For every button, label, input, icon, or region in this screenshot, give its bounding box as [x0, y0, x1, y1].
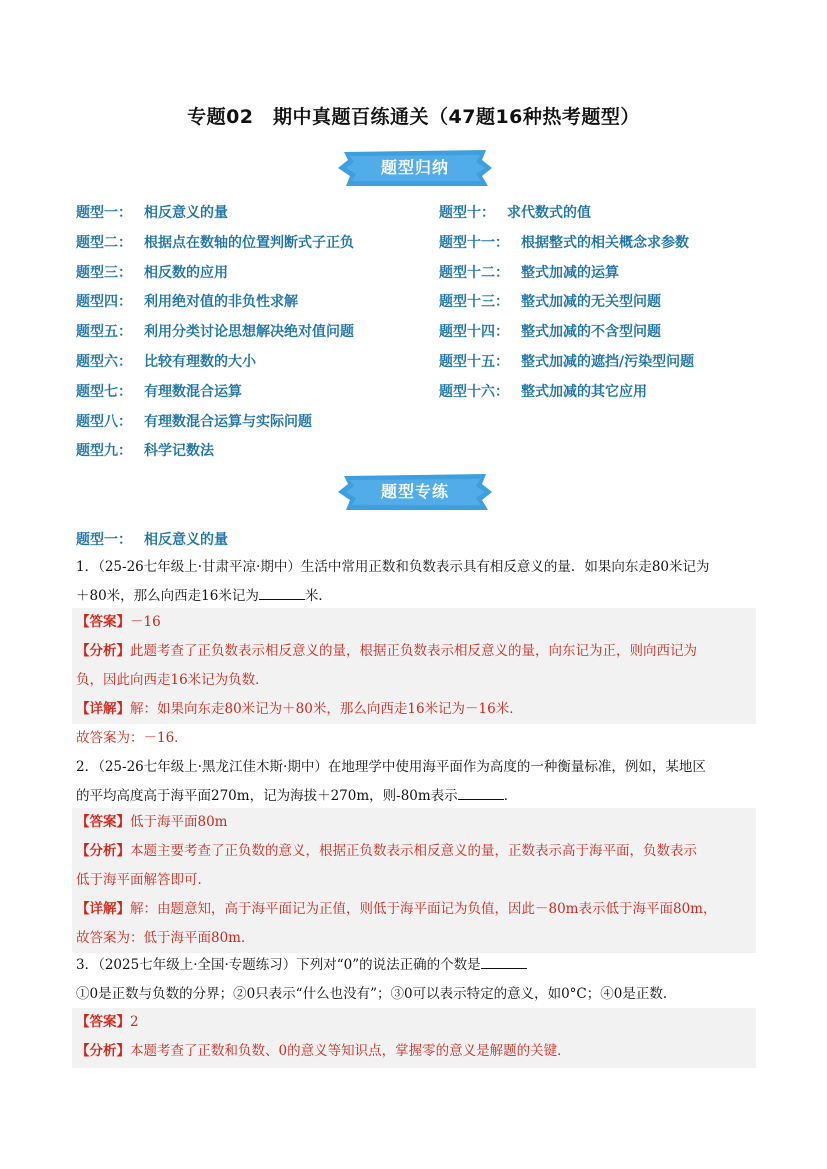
page-title: 专题02 期中真题百练通关（47题16种热考题型）	[187, 106, 640, 128]
toc-right-column	[439, 203, 694, 412]
question-2	[76, 753, 756, 811]
analysis-line: 负，因此向西走16米记为负数．	[76, 672, 269, 688]
toc-item[interactable]: 题型十三： 整式加减的无关型问题	[439, 294, 661, 311]
toc-item[interactable]: 题型七： 有理数混合运算	[76, 383, 242, 400]
answer-blank	[458, 785, 504, 800]
analysis-line: 低于海平面解答即可．	[76, 872, 211, 888]
toc-item[interactable]: 题型十： 求代数式的值	[439, 205, 591, 221]
detail-line: 【详解】解：如果向东走80米记为＋80米，那么向西走16米记为－16米．	[76, 701, 523, 717]
detail-line: 【详解】解：由题意知，高于海平面记为正值，则低于海平面记为负值，因此－80m表示低于海平面80m，	[76, 901, 717, 917]
toc-item[interactable]: 题型十五： 整式加减的遮挡/污染型问题	[439, 353, 695, 370]
question-text: 的平均高度高于海平面270m，记为海拔＋270m，则-80m表示 ．	[76, 782, 756, 811]
banner-practice-label: 题型专练	[380, 482, 449, 501]
toc-item[interactable]: 题型十六： 整式加减的其它应用	[439, 383, 647, 400]
toc-item[interactable]: 题型十二： 整式加减的运算	[439, 264, 619, 281]
banner-summary-label: 题型归纳	[380, 158, 449, 177]
answer-line: 【答案】－16	[76, 614, 161, 630]
toc-item[interactable]: 题型一： 相反意义的量	[76, 205, 228, 221]
toc-left-column	[76, 203, 354, 471]
toc-item[interactable]: 题型四： 利用绝对值的非负性求解	[76, 294, 298, 311]
answer-blank	[481, 954, 527, 969]
final-answer-1: 故答案为：－16．	[72, 724, 756, 753]
toc-item[interactable]: 题型五： 利用分类讨论思想解决绝对值问题	[76, 324, 354, 341]
toc-item[interactable]: 题型十四： 整式加减的不含型问题	[439, 324, 661, 341]
answer-block-1	[72, 608, 756, 724]
analysis-line: 【分析】本题考查了正数和负数、0的意义等知识点，掌握零的意义是解题的关键．	[76, 1043, 571, 1059]
question-text: 1．（25-26七年级上·甘肃平凉·期中）生活中常用正数和负数表示具有相反意义的量．如果向东走80米记为	[76, 559, 710, 575]
answer-blank	[259, 585, 305, 600]
toc-item[interactable]: 题型三： 相反数的应用	[76, 264, 228, 281]
question-text: ①0是正数与负数的分界；②0只表示“什么也没有”；③0可以表示特定的意义，如0°C；④0是正数．	[76, 986, 677, 1002]
toc-item[interactable]: 题型八： 有理数混合运算与实际问题	[76, 413, 312, 430]
section-heading: 题型一： 相反意义的量	[76, 532, 228, 548]
analysis-line: 【分析】此题考查了正负数表示相反意义的量，根据正负数表示相反意义的量，向东记为正，则向西记为	[76, 643, 697, 659]
banner-practice	[336, 472, 494, 512]
toc-item[interactable]: 题型九： 科学记数法	[76, 443, 214, 460]
toc-item[interactable]: 题型六： 比较有理数的大小	[76, 353, 256, 370]
toc-item[interactable]: 题型二： 根据点在数轴的位置判断式子正负	[76, 234, 354, 251]
answer-block-3	[72, 1008, 756, 1068]
question-text: ＋80米，那么向西走16米记为 米．	[76, 582, 756, 611]
question-3	[76, 951, 756, 1009]
question-1	[76, 553, 756, 611]
question-text: 2．（25-26七年级上·黑龙江佳木斯·期中）在地理学中使用海平面作为高度的一种衡量标准，例如，某地区	[76, 759, 706, 775]
final-answer: 故答案为：低于海平面80m．	[76, 930, 255, 946]
analysis-line: 【分析】本题主要考查了正负数的意义，根据正负数表示相反意义的量，正数表示高于海平面，负数表示	[76, 843, 697, 859]
toc-item[interactable]: 题型十一： 根据整式的相关概念求参数	[439, 234, 689, 251]
banner-summary	[336, 148, 494, 188]
answer-line: 【答案】2	[76, 1014, 139, 1030]
answer-block-2	[72, 808, 756, 953]
answer-line: 【答案】低于海平面80m	[76, 814, 228, 830]
question-text: 3．（2025七年级上·全国·专题练习）下列对“0”的说法正确的个数是	[76, 951, 756, 980]
